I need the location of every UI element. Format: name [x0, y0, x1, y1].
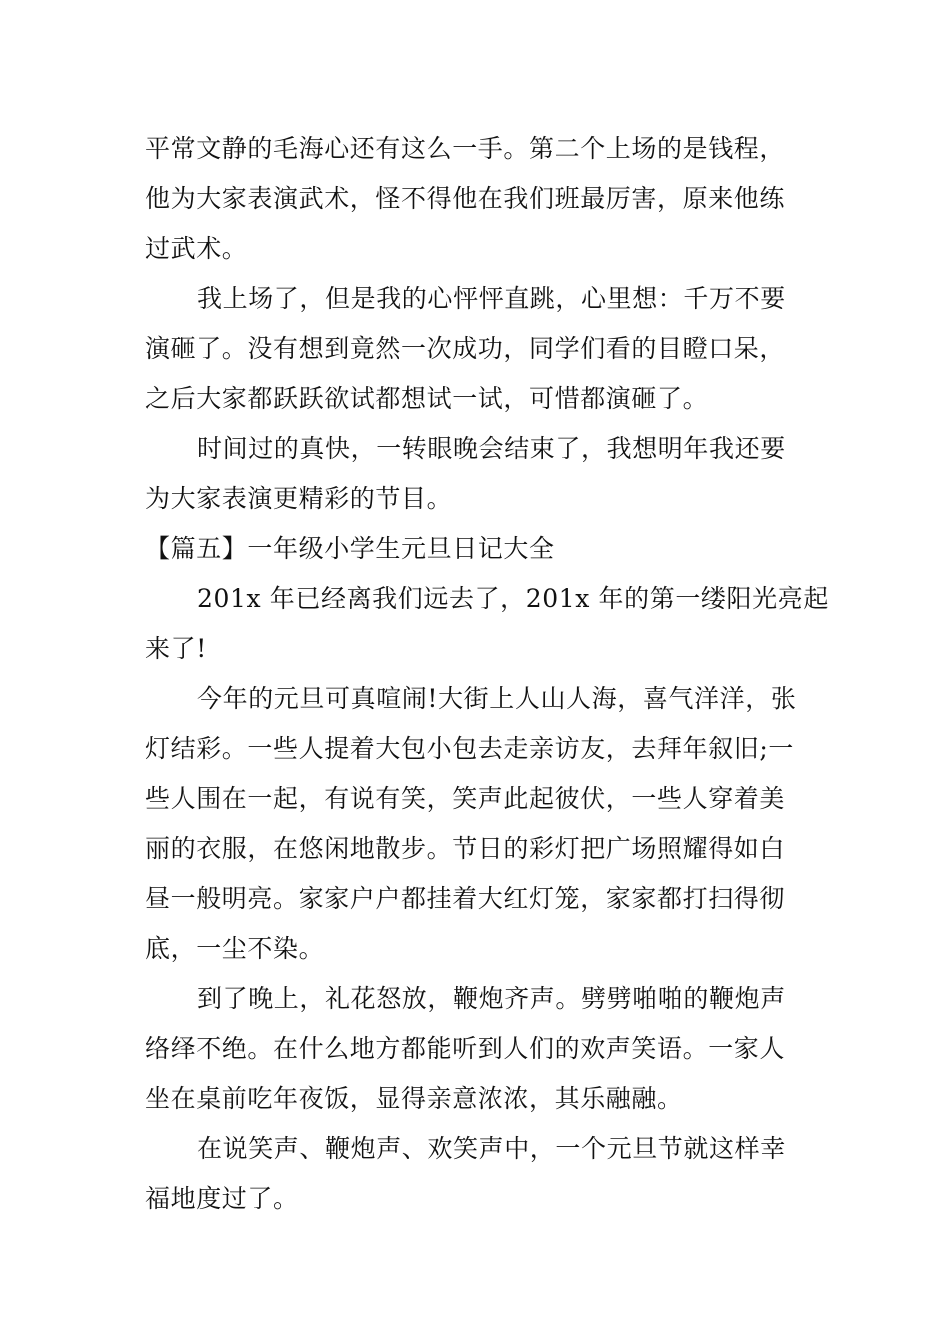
- paragraph-line: 丽的衣服，在悠闲地散步。节日的彩灯把广场照耀得如白: [145, 834, 786, 863]
- paragraph-line: 到了晚上，礼花怒放，鞭炮齐声。劈劈啪啪的鞭炮声: [197, 984, 786, 1013]
- paragraph-line: 坐在桌前吃年夜饭，显得亲意浓浓，其乐融融。: [145, 1084, 683, 1113]
- paragraph-line: 过武术。: [145, 234, 248, 263]
- paragraph-line: 之后大家都跃跃欲试都想试一试，可惜都演砸了。: [145, 384, 709, 413]
- paragraph-line: 福地度过了。: [145, 1184, 299, 1213]
- paragraph-line: 我上场了，但是我的心怦怦直跳，心里想：千万不要: [197, 284, 786, 313]
- paragraph-line: 演砸了。没有想到竟然一次成功，同学们看的目瞪口呆，: [145, 334, 786, 363]
- paragraph-line: 络绎不绝。在什么地方都能听到人们的欢声笑语。一家人: [145, 1034, 786, 1063]
- paragraph-line: 平常文静的毛海心还有这么一手。第二个上场的是钱程，: [145, 134, 786, 163]
- paragraph-line: 时间过的真快，一转眼晚会结束了，我想明年我还要: [197, 434, 786, 463]
- section-heading: 【篇五】一年级小学生元旦日记大全: [145, 534, 555, 563]
- paragraph-line: 为大家表演更精彩的节目。: [145, 484, 453, 513]
- paragraph-line: 今年的元旦可真喧闹!大街上人山人海，喜气洋洋，张: [197, 684, 797, 713]
- paragraph-line: 昼一般明亮。家家户户都挂着大红灯笼，家家都打扫得彻: [145, 884, 786, 913]
- paragraph-line: 201x 年已经离我们远去了，201x 年的第一缕阳光亮起: [197, 584, 829, 613]
- paragraph-line: 在说笑声、鞭炮声、欢笑声中，一个元旦节就这样幸: [197, 1134, 786, 1163]
- paragraph-line: 他为大家表演武术，怪不得他在我们班最厉害，原来他练: [145, 184, 786, 213]
- paragraph-line: 底，一尘不染。: [145, 934, 325, 963]
- paragraph-line: 些人围在一起，有说有笑，笑声此起彼伏，一些人穿着美: [145, 784, 786, 813]
- paragraph-line: 来了!: [145, 634, 207, 663]
- paragraph-line: 灯结彩。一些人提着大包小包去走亲访友，去拜年叙旧;一: [145, 734, 795, 763]
